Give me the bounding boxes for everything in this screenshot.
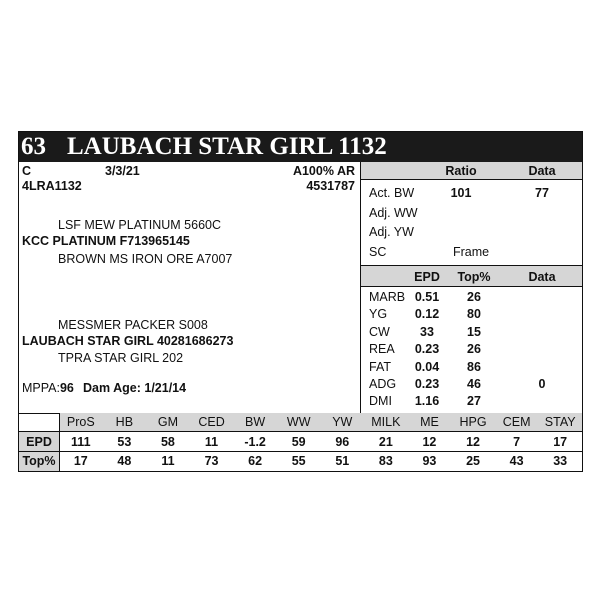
carcass-top-value: 15 <box>467 324 481 339</box>
dam-sire: MESSMER PACKER S008 <box>58 318 208 332</box>
epd-value: 11 <box>204 435 219 449</box>
top-percent-value: 48 <box>117 454 132 468</box>
animal-name: LAUBACH STAR GIRL 1132 <box>67 133 387 160</box>
registration-number: 4531787 <box>306 179 355 193</box>
title-bar <box>19 132 582 162</box>
top-percent-value: 51 <box>335 454 350 468</box>
carcass-label: CW <box>369 324 390 339</box>
epd-column-header: CED <box>198 415 225 429</box>
divider <box>360 286 582 287</box>
divider <box>19 431 582 432</box>
breed: A100% AR <box>292 164 355 178</box>
dam-age-label: Dam Age: <box>83 381 141 395</box>
carcass-epd-value: 0.23 <box>414 377 440 391</box>
sire-dam: BROWN MS IRON ORE A7007 <box>58 252 233 266</box>
epd-value: 53 <box>117 435 132 449</box>
top-percent-value: 62 <box>248 454 263 468</box>
ratio-value-bw: 101 <box>450 186 472 200</box>
mppa <box>22 381 74 395</box>
top-percent-value: 83 <box>378 454 393 468</box>
top-row-label: Top% <box>22 454 56 468</box>
epd-value: 96 <box>335 435 350 449</box>
epd-column-header: HPG <box>459 415 487 429</box>
carcass-epd-value: 33 <box>420 324 434 339</box>
carcass-data-header: Data <box>528 270 556 284</box>
data-header: Data <box>528 164 556 178</box>
divider <box>19 451 582 452</box>
carcass-top-value: 46 <box>467 377 481 391</box>
top-percent-value: 93 <box>422 454 437 468</box>
divider-vertical <box>360 162 361 413</box>
top-percent-value: 55 <box>291 454 306 468</box>
epd-column-header: ME <box>420 415 439 429</box>
carcass-top-value: 26 <box>467 290 481 304</box>
carcass-top-value: 26 <box>467 342 481 357</box>
top-percent-value: 73 <box>204 454 219 468</box>
birth-date: 3/3/21 <box>105 164 140 178</box>
epd-value: 12 <box>466 435 480 449</box>
mppa-value: 96 <box>59 381 74 395</box>
epd-column-header: HB <box>115 415 134 429</box>
carcass-label: DMI <box>369 394 392 409</box>
sire: KCC PLATINUM F713965145 <box>22 234 190 248</box>
epd-column-header: GM <box>157 415 179 429</box>
carcass-epd-value: 0.04 <box>414 359 440 374</box>
ratio-label-bw: Act. BW <box>369 186 415 200</box>
epd-value: -1.2 <box>244 435 266 449</box>
epd-row-label: EPD <box>26 435 52 449</box>
dam-dam: TPRA STAR GIRL 202 <box>58 351 184 365</box>
divider <box>360 179 582 180</box>
carcass-epd-value: 0.12 <box>414 307 440 322</box>
dam-age <box>83 381 186 395</box>
epd-value: 12 <box>422 435 437 449</box>
ratio-label-sc: SC <box>369 245 387 259</box>
epd-value: 7 <box>513 435 521 449</box>
data-value-bw: 77 <box>535 186 549 200</box>
carcass-epd-value: 0.23 <box>414 342 440 357</box>
carcass-label: MARB <box>369 290 406 304</box>
carcass-top-value: 27 <box>467 394 481 409</box>
carcass-label: FAT <box>369 359 391 374</box>
epd-column-header: ProS <box>66 415 95 429</box>
animal-card <box>18 131 583 472</box>
carcass-label: YG <box>369 307 388 322</box>
carcass-epd-value: 0.51 <box>414 290 440 304</box>
carcass-epd-header: EPD <box>414 270 440 284</box>
epd-value: 111 <box>71 435 91 449</box>
carcass-data-value: 0 <box>538 377 546 391</box>
top-percent-value: 25 <box>466 454 480 468</box>
epd-value: 59 <box>291 435 306 449</box>
top-percent-value: 33 <box>553 454 568 468</box>
epd-column-header: YW <box>332 415 353 429</box>
carcass-epd-value: 1.16 <box>414 394 440 409</box>
top-percent-value: 17 <box>73 454 88 468</box>
epd-column-header: WW <box>286 415 311 429</box>
epd-value: 17 <box>553 435 568 449</box>
carcass-top-header: Top% <box>457 270 491 284</box>
carcass-top-value: 86 <box>467 359 481 374</box>
top-percent-value: 11 <box>161 454 175 468</box>
sire-sire: LSF MEW PLATINUM 5660C <box>58 218 222 232</box>
epd-table <box>19 413 582 471</box>
mppa-label: MPPA: <box>22 381 60 395</box>
lot-number: 63 <box>21 133 46 160</box>
ratio-label-yw: Adj. YW <box>369 225 414 239</box>
carcass-label: ADG <box>369 377 397 391</box>
epd-column-header: CEM <box>502 415 531 429</box>
epd-column-header: MILK <box>371 415 401 429</box>
ratio-label-ww: Adj. WW <box>369 206 418 220</box>
dam-age-value: 1/21/14 <box>144 381 187 395</box>
ratio-header: Ratio <box>445 164 477 178</box>
tattoo: 4LRA1132 <box>22 179 82 193</box>
sex: C <box>22 164 32 178</box>
carcass-label: REA <box>369 342 395 357</box>
epd-value: 21 <box>378 435 393 449</box>
epd-value: 58 <box>160 435 175 449</box>
epd-column-header: STAY <box>544 415 576 429</box>
dam: LAUBACH STAR GIRL 40281686273 <box>22 334 234 348</box>
carcass-top-value: 80 <box>467 307 481 322</box>
epd-column-header: BW <box>245 415 266 429</box>
frame-label: Frame <box>452 245 490 259</box>
top-percent-value: 43 <box>509 454 524 468</box>
